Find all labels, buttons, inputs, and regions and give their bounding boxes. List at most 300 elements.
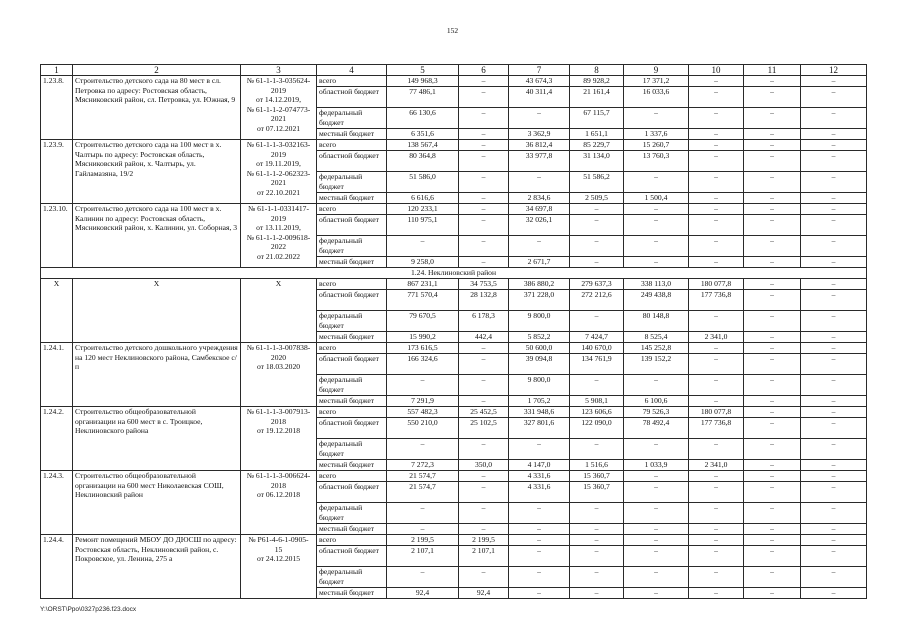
value-cell: 386 880,2: [509, 279, 570, 290]
value-cell: –: [744, 567, 801, 588]
value-cell: 122 090,0: [570, 418, 624, 439]
value-cell: –: [459, 108, 509, 129]
value-cell: –: [801, 129, 867, 140]
value-cell: –: [744, 343, 801, 354]
value-cell: –: [570, 204, 624, 215]
funding-source-cell: всего: [317, 535, 387, 546]
value-cell: 13 760,3: [624, 151, 689, 172]
document-line: № 61-1-1-2-009618-: [246, 232, 311, 242]
value-cell: –: [459, 236, 509, 257]
value-cell: –: [459, 567, 509, 588]
value-cell: –: [801, 108, 867, 129]
value-cell: 5 908,1: [570, 396, 624, 407]
value-cell: –: [689, 140, 744, 151]
project-name-cell: Ремонт помещений МБОУ ДО ДЮСШ по адресу: Ростовская область, Неклиновский район, с. Покровское, ул. Ленина, 275 а: [73, 535, 241, 599]
row-number-cell: 1.23.10.: [41, 204, 73, 268]
value-cell: –: [459, 172, 509, 193]
column-number-header: 4: [317, 65, 387, 76]
value-cell: –: [801, 567, 867, 588]
value-cell: –: [801, 151, 867, 172]
value-cell: –: [689, 151, 744, 172]
value-cell: 43 674,3: [509, 76, 570, 87]
value-cell: –: [744, 311, 801, 332]
funding-source-cell: федеральный бюджет: [317, 439, 387, 460]
funding-source-cell: местный бюджет: [317, 257, 387, 268]
value-cell: 180 077,8: [689, 407, 744, 418]
value-cell: –: [570, 236, 624, 257]
value-cell: –: [459, 76, 509, 87]
value-cell: –: [689, 375, 744, 396]
value-cell: –: [387, 503, 459, 524]
funding-source-cell: федеральный бюджет: [317, 311, 387, 332]
value-cell: –: [744, 215, 801, 236]
value-cell: –: [624, 588, 689, 599]
value-cell: 4 331,6: [509, 482, 570, 503]
project-name-cell: X: [73, 279, 241, 343]
column-number-header: 10: [689, 65, 744, 76]
funding-source-cell: областной бюджет: [317, 354, 387, 375]
value-cell: –: [509, 172, 570, 193]
value-cell: –: [459, 524, 509, 535]
value-cell: 1 033,9: [624, 460, 689, 471]
project-name-cell: Строительство общеобразовательной организации на 600 мест Николаевская СОШ, Неклиновский район: [73, 471, 241, 535]
value-cell: –: [570, 439, 624, 460]
value-cell: 92,4: [459, 588, 509, 599]
funding-source-cell: областной бюджет: [317, 87, 387, 108]
value-cell: 50 600,0: [509, 343, 570, 354]
document-line: 2018: [270, 416, 287, 426]
document-cell: [241, 204, 317, 268]
value-cell: –: [689, 311, 744, 332]
section-row: [41, 268, 867, 279]
value-cell: –: [387, 567, 459, 588]
value-cell: –: [459, 140, 509, 151]
value-cell: –: [801, 439, 867, 460]
value-cell: 7 272,3: [387, 460, 459, 471]
table-row: [41, 343, 867, 354]
value-cell: 80 148,8: [624, 311, 689, 332]
value-cell: 3 362,9: [509, 129, 570, 140]
value-cell: –: [801, 279, 867, 290]
value-cell: 67 115,7: [570, 108, 624, 129]
value-cell: –: [570, 546, 624, 567]
value-cell: 34 753,5: [459, 279, 509, 290]
value-cell: 9 258,0: [387, 257, 459, 268]
table-row: [41, 76, 867, 87]
value-cell: 771 570,4: [387, 290, 459, 311]
value-cell: –: [744, 588, 801, 599]
value-cell: –: [387, 524, 459, 535]
value-cell: –: [509, 524, 570, 535]
document-line: X: [275, 279, 282, 288]
table-row: [41, 407, 867, 418]
document-line: № 61-1-1-3-006624-: [246, 471, 311, 480]
value-cell: 2 509,5: [570, 193, 624, 204]
value-cell: –: [570, 375, 624, 396]
document-line: № 61-1-1-3-035624-: [246, 76, 311, 85]
value-cell: 31 134,0: [570, 151, 624, 172]
value-cell: –: [689, 396, 744, 407]
value-cell: –: [459, 343, 509, 354]
project-name-cell: Строительство общеобразовательной организации на 600 мест в с. Троицкое, Неклиновского района: [73, 407, 241, 471]
document-line: 2021: [270, 178, 287, 188]
document-line: № 61-1-1-2-062323-: [246, 168, 311, 178]
value-cell: 149 968,3: [387, 76, 459, 87]
value-cell: –: [689, 524, 744, 535]
file-path-footer: Y:\ORST\Ppo\0327p236.f23.docx: [40, 606, 137, 613]
value-cell: 21 161,4: [570, 87, 624, 108]
value-cell: –: [801, 236, 867, 257]
funding-source-cell: всего: [317, 471, 387, 482]
value-cell: –: [459, 503, 509, 524]
funding-source-cell: местный бюджет: [317, 588, 387, 599]
value-cell: 249 438,8: [624, 290, 689, 311]
value-cell: –: [689, 204, 744, 215]
value-cell: 2 671,7: [509, 257, 570, 268]
value-cell: –: [624, 172, 689, 193]
value-cell: –: [570, 257, 624, 268]
value-cell: –: [459, 129, 509, 140]
value-cell: 327 801,6: [509, 418, 570, 439]
value-cell: –: [459, 87, 509, 108]
value-cell: 134 761,9: [570, 354, 624, 375]
value-cell: 279 637,3: [570, 279, 624, 290]
value-cell: –: [801, 524, 867, 535]
value-cell: –: [624, 471, 689, 482]
value-cell: –: [744, 290, 801, 311]
value-cell: –: [624, 108, 689, 129]
value-cell: –: [744, 482, 801, 503]
column-number-header: 1: [41, 65, 73, 76]
value-cell: –: [459, 396, 509, 407]
value-cell: 25 102,5: [459, 418, 509, 439]
value-cell: –: [801, 204, 867, 215]
value-cell: –: [801, 87, 867, 108]
document-line: № 61-1-1-0331417-: [247, 204, 310, 213]
funding-source-cell: областной бюджет: [317, 482, 387, 503]
value-cell: –: [689, 482, 744, 503]
funding-source-cell: местный бюджет: [317, 193, 387, 204]
document-line: от 24.12.2015: [256, 554, 301, 564]
value-cell: 33 977,8: [509, 151, 570, 172]
value-cell: –: [744, 471, 801, 482]
value-cell: –: [624, 257, 689, 268]
value-cell: –: [689, 546, 744, 567]
funding-source-cell: федеральный бюджет: [317, 503, 387, 524]
funding-source-cell: всего: [317, 343, 387, 354]
table-body: [41, 76, 867, 599]
document-line: 2019: [270, 213, 287, 223]
value-cell: 15 360,7: [570, 482, 624, 503]
project-name-cell: Строительство детского сада на 100 мест в х. Калинин по адресу: Ростовская область, Мясниковский район, х. Калинин, ул. Соборная, 3: [73, 204, 241, 268]
value-cell: –: [509, 236, 570, 257]
budget-table: [40, 64, 867, 599]
value-cell: –: [744, 375, 801, 396]
value-cell: –: [744, 418, 801, 439]
value-cell: 177 736,8: [689, 290, 744, 311]
document-cell: [241, 76, 317, 140]
row-number-cell: X: [41, 279, 73, 343]
value-cell: 867 231,1: [387, 279, 459, 290]
value-cell: 78 492,4: [624, 418, 689, 439]
column-number-header: 9: [624, 65, 689, 76]
value-cell: 6 178,3: [459, 311, 509, 332]
value-cell: –: [744, 524, 801, 535]
value-cell: –: [744, 279, 801, 290]
value-cell: 2 199,5: [459, 535, 509, 546]
value-cell: –: [744, 140, 801, 151]
value-cell: –: [744, 204, 801, 215]
document-line: 15: [274, 544, 283, 554]
funding-source-cell: местный бюджет: [317, 332, 387, 343]
value-cell: 79 670,5: [387, 311, 459, 332]
value-cell: –: [744, 129, 801, 140]
value-cell: –: [459, 439, 509, 460]
document-line: № 61-1-1-3-007913-: [246, 407, 311, 416]
row-number-cell: 1.23.9.: [41, 140, 73, 204]
value-cell: –: [624, 524, 689, 535]
value-cell: 32 026,1: [509, 215, 570, 236]
value-cell: –: [459, 482, 509, 503]
column-number-header: 5: [387, 65, 459, 76]
value-cell: –: [459, 375, 509, 396]
table-row: [41, 140, 867, 151]
value-cell: –: [744, 407, 801, 418]
value-cell: 16 033,6: [624, 87, 689, 108]
value-cell: –: [570, 524, 624, 535]
value-cell: 139 152,2: [624, 354, 689, 375]
value-cell: –: [744, 546, 801, 567]
funding-source-cell: местный бюджет: [317, 396, 387, 407]
document-line: 2020: [270, 352, 287, 362]
value-cell: 272 212,6: [570, 290, 624, 311]
funding-source-cell: местный бюджет: [317, 524, 387, 535]
value-cell: –: [744, 257, 801, 268]
value-cell: 15 990,2: [387, 332, 459, 343]
value-cell: 120 233,1: [387, 204, 459, 215]
document-cell: [241, 279, 317, 343]
value-cell: –: [744, 151, 801, 172]
value-cell: –: [801, 257, 867, 268]
value-cell: 51 586,0: [387, 172, 459, 193]
value-cell: –: [570, 215, 624, 236]
value-cell: –: [689, 343, 744, 354]
value-cell: –: [801, 407, 867, 418]
table-row: [41, 204, 867, 215]
value-cell: –: [624, 204, 689, 215]
value-cell: –: [689, 87, 744, 108]
value-cell: –: [689, 567, 744, 588]
value-cell: –: [744, 332, 801, 343]
project-name-cell: Строительство детского сада на 100 мест в х. Чалтырь по адресу: Ростовская область, Мясниковский район, х. Чалтырь, ул. Гайламазяна, 19/2: [73, 140, 241, 204]
column-number-row: [41, 65, 867, 76]
value-cell: –: [801, 375, 867, 396]
document-line: № 61-1-1-2-074773-: [246, 104, 311, 114]
funding-source-cell: областной бюджет: [317, 290, 387, 311]
value-cell: 39 094,8: [509, 354, 570, 375]
funding-source-cell: всего: [317, 407, 387, 418]
value-cell: 2 834,6: [509, 193, 570, 204]
value-cell: –: [387, 375, 459, 396]
document-line: от 19.12.2018: [256, 426, 301, 436]
value-cell: –: [689, 129, 744, 140]
value-cell: –: [689, 108, 744, 129]
row-number-cell: 1.23.8.: [41, 76, 73, 140]
value-cell: –: [801, 311, 867, 332]
value-cell: 8 525,4: [624, 332, 689, 343]
funding-source-cell: федеральный бюджет: [317, 108, 387, 129]
value-cell: –: [459, 151, 509, 172]
value-cell: 9 800,0: [509, 375, 570, 396]
value-cell: –: [624, 535, 689, 546]
document-line: № Р61-4-6-1-0905-: [248, 535, 309, 544]
value-cell: –: [801, 193, 867, 204]
value-cell: –: [509, 108, 570, 129]
value-cell: 350,0: [459, 460, 509, 471]
value-cell: –: [801, 76, 867, 87]
value-cell: –: [744, 87, 801, 108]
value-cell: 34 697,8: [509, 204, 570, 215]
column-number-header: 11: [744, 65, 801, 76]
value-cell: 21 574,7: [387, 482, 459, 503]
value-cell: –: [689, 236, 744, 257]
value-cell: –: [744, 108, 801, 129]
document-line: от 07.12.2021: [256, 123, 301, 133]
value-cell: –: [801, 588, 867, 599]
value-cell: –: [459, 193, 509, 204]
document-line: от 19.11.2019,: [256, 159, 301, 169]
funding-source-cell: федеральный бюджет: [317, 172, 387, 193]
value-cell: –: [801, 396, 867, 407]
value-cell: 123 606,6: [570, 407, 624, 418]
value-cell: –: [801, 546, 867, 567]
funding-source-cell: областной бюджет: [317, 546, 387, 567]
document-cell: [241, 343, 317, 407]
value-cell: –: [509, 567, 570, 588]
value-cell: –: [509, 503, 570, 524]
document-line: от 22.10.2021: [256, 187, 301, 197]
value-cell: –: [624, 482, 689, 503]
section-title: 1.24. Неклиновский район: [41, 268, 867, 279]
value-cell: 4 147,0: [509, 460, 570, 471]
value-cell: 6 351,6: [387, 129, 459, 140]
document-line: 2021: [270, 114, 287, 124]
funding-source-cell: всего: [317, 76, 387, 87]
value-cell: 177 736,8: [689, 418, 744, 439]
value-cell: 2 199,5: [387, 535, 459, 546]
funding-source-cell: федеральный бюджет: [317, 236, 387, 257]
funding-source-cell: местный бюджет: [317, 460, 387, 471]
value-cell: 140 670,0: [570, 343, 624, 354]
value-cell: 85 229,7: [570, 140, 624, 151]
document-cell: [241, 471, 317, 535]
page-number: 152: [446, 26, 459, 35]
value-cell: –: [459, 204, 509, 215]
column-number-header: 7: [509, 65, 570, 76]
project-name-cell: Строительство детского дошкольного учреждения на 120 мест Неклиновского района, Самбекское с/п: [73, 343, 241, 407]
value-cell: –: [801, 535, 867, 546]
value-cell: 145 252,8: [624, 343, 689, 354]
value-cell: 89 928,2: [570, 76, 624, 87]
value-cell: –: [801, 460, 867, 471]
funding-source-cell: всего: [317, 140, 387, 151]
value-cell: –: [624, 546, 689, 567]
value-cell: –: [744, 460, 801, 471]
value-cell: –: [689, 354, 744, 375]
value-cell: –: [689, 76, 744, 87]
value-cell: –: [744, 193, 801, 204]
funding-source-cell: местный бюджет: [317, 129, 387, 140]
value-cell: –: [801, 215, 867, 236]
value-cell: –: [744, 172, 801, 193]
table-row: [41, 535, 867, 546]
value-cell: –: [744, 535, 801, 546]
document-line: от 06.12.2018: [256, 490, 301, 500]
value-cell: 166 324,6: [387, 354, 459, 375]
value-cell: 173 616,5: [387, 343, 459, 354]
value-cell: –: [689, 215, 744, 236]
value-cell: 17 371,2: [624, 76, 689, 87]
value-cell: –: [387, 236, 459, 257]
document-line: от 21.02.2022: [256, 251, 301, 261]
column-number-header: 2: [73, 65, 241, 76]
funding-source-cell: всего: [317, 279, 387, 290]
value-cell: 51 586,2: [570, 172, 624, 193]
value-cell: –: [801, 418, 867, 439]
funding-source-cell: областной бюджет: [317, 215, 387, 236]
value-cell: –: [570, 535, 624, 546]
document-line: от 14.12.2019,: [256, 95, 301, 105]
value-cell: –: [624, 503, 689, 524]
value-cell: 7 291,9: [387, 396, 459, 407]
value-cell: 15 260,7: [624, 140, 689, 151]
value-cell: 110 975,1: [387, 215, 459, 236]
row-number-cell: 1.24.4.: [41, 535, 73, 599]
column-number-header: 8: [570, 65, 624, 76]
row-number-cell: 1.24.2.: [41, 407, 73, 471]
value-cell: –: [459, 471, 509, 482]
value-cell: –: [689, 257, 744, 268]
value-cell: 338 113,0: [624, 279, 689, 290]
value-cell: 21 574,7: [387, 471, 459, 482]
value-cell: 9 800,0: [509, 311, 570, 332]
funding-source-cell: областной бюджет: [317, 151, 387, 172]
document-line: № 61-1-1-3-032163-: [246, 140, 311, 149]
value-cell: –: [624, 215, 689, 236]
value-cell: –: [509, 535, 570, 546]
table-row: [41, 471, 867, 482]
value-cell: –: [744, 354, 801, 375]
funding-source-cell: областной бюджет: [317, 418, 387, 439]
document-line: № 61-1-1-3-007838-: [246, 343, 311, 352]
document-line: 2018: [270, 480, 287, 490]
column-number-header: 12: [801, 65, 867, 76]
value-cell: 25 452,5: [459, 407, 509, 418]
value-cell: –: [689, 193, 744, 204]
value-cell: 92,4: [387, 588, 459, 599]
value-cell: –: [801, 354, 867, 375]
value-cell: 550 210,0: [387, 418, 459, 439]
funding-source-cell: федеральный бюджет: [317, 567, 387, 588]
value-cell: –: [744, 236, 801, 257]
value-cell: –: [801, 290, 867, 311]
document-line: 2019: [270, 85, 287, 95]
value-cell: 5 852,2: [509, 332, 570, 343]
value-cell: 77 486,1: [387, 87, 459, 108]
value-cell: –: [801, 471, 867, 482]
value-cell: –: [801, 503, 867, 524]
value-cell: –: [744, 76, 801, 87]
